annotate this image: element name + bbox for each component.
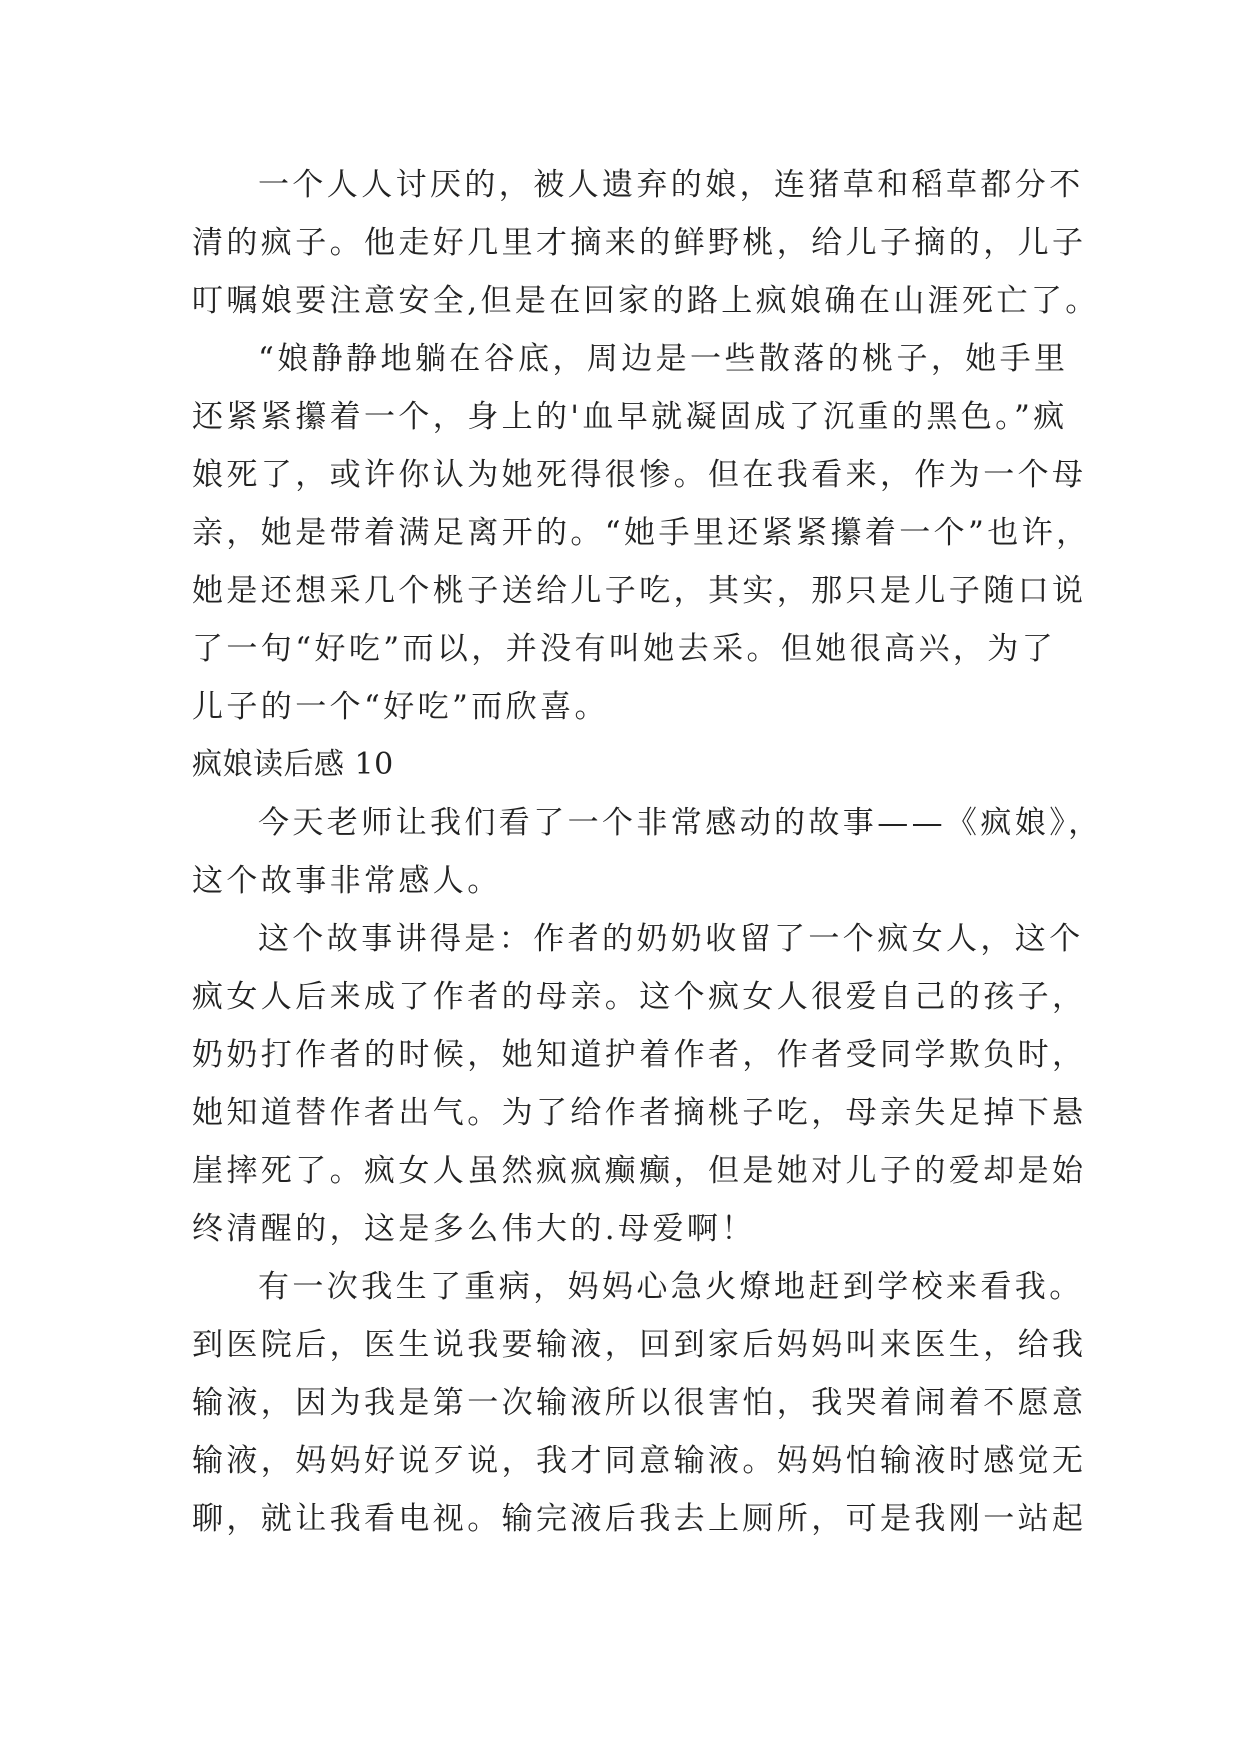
paragraph-line: 儿子的一个“好吃”而欣喜。 (192, 689, 609, 725)
section-heading: 疯娘读后感 10 (192, 747, 394, 782)
document-body (192, 156, 1103, 1548)
paragraph-line: 疯女人后来成了作者的母亲。这个疯女人很爱自己的孩子， (192, 979, 1087, 1015)
paragraph-line: 一个人人讨厌的，被人遗弃的娘，连猪草和稻草都分不 (258, 167, 1084, 203)
paragraph-line: 清的疯子。他走好几里才摘来的鲜野桃，给儿子摘的，儿子 (192, 225, 1087, 261)
paragraph-line: 娘死了，或许你认为她死得很惨。但在我看来，作为一个母 (192, 457, 1087, 493)
paragraph-line: 到医院后，医生说我要输液，回到家后妈妈叫来医生，给我 (192, 1327, 1087, 1363)
paragraph-line: 还紧紧攥着一个，身上的'血早就凝固成了沉重的黑色。”疯 (192, 399, 1068, 435)
paragraph-line: 叮嘱娘要注意安全,但是在回家的路上疯娘确在山涯死亡了。 (192, 283, 1100, 319)
paragraph-line: 今天老师让我们看了一个非常感动的故事——《疯娘》， (258, 805, 1103, 841)
paragraph-line: 崖摔死了。疯女人虽然疯疯癫癫，但是她对儿子的爱却是始 (192, 1153, 1087, 1189)
paragraph-line: 这个故事讲得是：作者的奶奶收留了一个疯女人，这个 (258, 921, 1084, 957)
paragraph-line: 亲，她是带着满足离开的。“她手里还紧紧攥着一个”也许， (192, 515, 1091, 551)
paragraph-line: 输液，妈妈好说歹说，我才同意输液。妈妈怕输液时感觉无 (192, 1443, 1087, 1479)
paragraph-line: 终清醒的，这是多么伟大的.母爱啊！ (192, 1211, 756, 1247)
paragraph-line: 这个故事非常感人。 (192, 863, 502, 899)
paragraph-line: 她是还想采几个桃子送给儿子吃，其实，那只是儿子随口说 (192, 573, 1087, 609)
paragraph-line: 她知道替作者出气。为了给作者摘桃子吃，母亲失足掉下悬 (192, 1095, 1087, 1131)
paragraph-line: 了一句“好吃”而以，并没有叫她去采。但她很高兴，为了 (192, 631, 1057, 667)
paragraph-line: 有一次我生了重病，妈妈心急火燎地赶到学校来看我。 (258, 1269, 1084, 1305)
paragraph-line: 输液，因为我是第一次输液所以很害怕，我哭着闹着不愿意 (192, 1385, 1087, 1421)
paragraph-line: “娘静静地躺在谷底，周边是一些散落的桃子，她手里 (258, 341, 1069, 377)
paragraph-line: 奶奶打作者的时候，她知道护着作者，作者受同学欺负时， (192, 1037, 1087, 1073)
paragraph-line: 聊，就让我看电视。输完液后我去上厕所，可是我刚一站起 (192, 1501, 1087, 1537)
